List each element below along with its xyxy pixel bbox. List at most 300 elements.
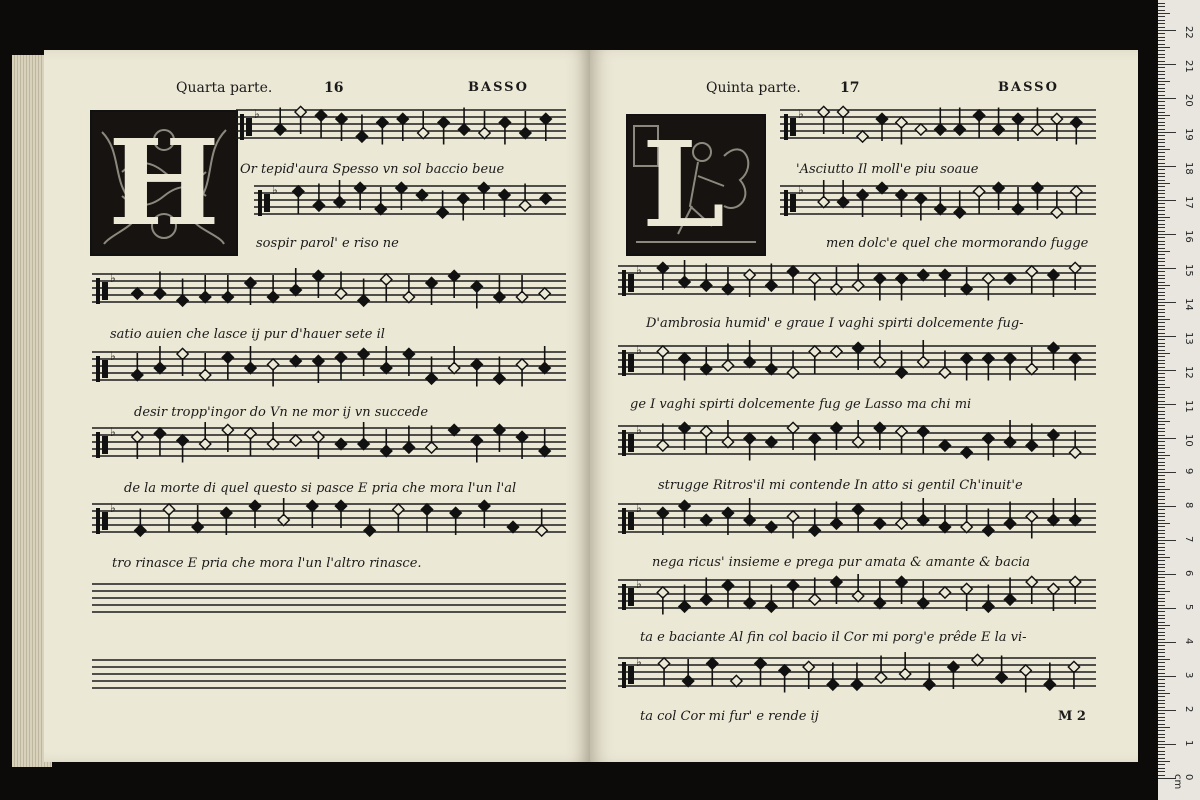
ruler-tick: [1158, 20, 1165, 21]
note-icon: [935, 108, 946, 136]
ruler-tick: [1158, 343, 1165, 344]
note-icon: [449, 424, 460, 435]
note-icon: [657, 262, 668, 290]
ruler-tick: [1158, 16, 1165, 17]
ruler-tick: [1158, 618, 1165, 619]
note-icon: [809, 509, 820, 537]
note-icon: [397, 113, 408, 141]
note-icon: [837, 106, 848, 134]
clef-icon: [784, 190, 796, 216]
note-icon: [939, 587, 950, 598]
ruler-tick: [1158, 44, 1165, 45]
clef-icon: [622, 350, 634, 376]
note-icon: [679, 422, 690, 450]
note-icon: [809, 578, 820, 606]
ruler-tick: [1158, 411, 1165, 412]
note-icon: [918, 269, 929, 280]
ruler-tick: [1158, 33, 1165, 34]
ruler-tick: [1158, 95, 1165, 96]
ruler-tick: [1158, 635, 1165, 636]
ruler-tick: [1158, 557, 1170, 558]
note-icon: [701, 347, 712, 375]
note-icon: [1012, 113, 1023, 141]
right-page-number: 17: [840, 80, 860, 96]
note-icon: [313, 184, 324, 212]
note-icon: [222, 275, 233, 303]
ruler-tick: [1158, 193, 1165, 194]
ruler-tick: [1158, 367, 1165, 368]
flat-sign-icon: ♭: [636, 577, 642, 591]
ruler-tick: [1158, 486, 1165, 487]
lyric-line-6: nega ricus' insieme e prega pur amata & amante & bacia: [652, 555, 1031, 570]
ruler-tick: [1158, 758, 1165, 759]
ruler-tick: [1158, 445, 1165, 446]
ruler-tick: [1158, 489, 1170, 490]
note-icon: [539, 288, 550, 299]
note-icon: [875, 656, 886, 684]
ruler-tick: [1158, 499, 1165, 500]
ruler-tick: [1158, 666, 1165, 667]
ruler-tick: [1158, 292, 1165, 293]
note-icon: [1069, 262, 1080, 290]
ruler-tick: [1158, 387, 1170, 388]
note-icon: [701, 264, 712, 292]
ruler-tick: [1158, 64, 1176, 65]
note-icon: [766, 521, 777, 532]
note-icon: [177, 279, 188, 307]
note-icon: [954, 191, 965, 219]
lyric-line-3: satio auien che lasce ij pur d'hauer sete il: [110, 327, 385, 342]
music-staff: [618, 420, 1096, 468]
note-icon: [851, 663, 862, 691]
ruler-tick: [1158, 622, 1165, 623]
ruler-tick: [1158, 455, 1170, 456]
ruler-tick: [1158, 435, 1165, 436]
ruler-tick: [1158, 244, 1165, 245]
ruler-tick: [1158, 210, 1165, 211]
note-icon: [948, 661, 959, 689]
ruler-tick: [1158, 10, 1165, 11]
music-staff: [780, 104, 1096, 152]
ruler-tick: [1158, 513, 1165, 514]
ruler-tick: [1158, 591, 1170, 592]
ruler-tick: [1158, 217, 1170, 218]
ruler-number: 2: [1183, 706, 1194, 713]
ruler-tick: [1158, 61, 1165, 62]
ruler-number: 3: [1183, 672, 1194, 679]
note-icon: [358, 348, 369, 376]
ruler-tick: [1158, 350, 1165, 351]
note-icon: [831, 576, 842, 604]
lyric-line-3: D'ambrosia humid' e graue I vaghi spirti dolcemente fug-: [646, 316, 1024, 331]
ruler-tick: [1158, 703, 1165, 704]
ruler-tick: [1158, 465, 1165, 466]
note-icon: [961, 583, 972, 611]
ruler-tick: [1158, 523, 1170, 524]
clef-icon: [622, 508, 634, 534]
note-icon: [192, 505, 203, 533]
ruler-tick: [1158, 771, 1165, 772]
note-icon: [766, 585, 777, 613]
note-icon: [520, 111, 531, 139]
left-voice-label: BASSO: [468, 80, 529, 95]
ruler-tick: [1158, 50, 1165, 51]
ruler-tick: [1158, 353, 1170, 354]
ruler-tick: [1158, 656, 1165, 657]
note-icon: [837, 180, 848, 208]
ruler-tick: [1158, 693, 1170, 694]
note-icon: [896, 351, 907, 379]
ruler-tick: [1158, 71, 1165, 72]
ruler-tick: [1158, 220, 1165, 221]
note-icon: [766, 347, 777, 375]
ruler-tick: [1158, 166, 1176, 167]
note-icon: [1044, 663, 1055, 691]
note-icon: [539, 346, 550, 374]
note-icon: [354, 182, 365, 210]
note-icon: [961, 267, 972, 295]
ruler-number: 0 cm: [1172, 774, 1194, 790]
music-staff: [92, 422, 566, 470]
ruler-tick: [1158, 377, 1165, 378]
note-icon: [701, 514, 712, 525]
ruler-tick: [1158, 285, 1170, 286]
ruler-tick: [1158, 669, 1165, 670]
note-icon: [852, 264, 863, 292]
note-icon: [874, 581, 885, 609]
note-icon: [1051, 113, 1062, 141]
note-icon: [267, 275, 278, 303]
ruler-tick: [1158, 234, 1176, 235]
ruler-tick: [1158, 645, 1165, 646]
ruler-tick: [1158, 98, 1176, 99]
ruler-tick: [1158, 227, 1165, 228]
note-icon: [450, 507, 461, 535]
note-icon: [335, 500, 346, 528]
note-icon: [722, 267, 733, 295]
ruler-tick: [1158, 214, 1165, 215]
flat-sign-icon: ♭: [798, 183, 804, 197]
note-icon: [939, 440, 950, 451]
flat-sign-icon: ♭: [636, 343, 642, 357]
music-staff: [92, 498, 566, 546]
note-icon: [334, 180, 345, 208]
ruler-tick: [1158, 496, 1165, 497]
ruler-tick: [1158, 662, 1165, 663]
note-icon: [437, 191, 448, 219]
ruler-tick: [1158, 88, 1165, 89]
clef-icon: [96, 432, 108, 458]
note-icon: [961, 505, 972, 533]
ruler-tick: [1158, 105, 1165, 106]
note-icon: [426, 426, 437, 454]
note-icon: [1032, 108, 1043, 136]
ruler-tick: [1158, 458, 1165, 459]
ruler-tick: [1158, 156, 1165, 157]
note-icon: [722, 420, 733, 448]
note-icon: [519, 184, 530, 212]
ruler-tick: [1158, 482, 1165, 483]
music-staff: [618, 498, 1096, 546]
ruler-tick: [1158, 329, 1165, 330]
ruler-tick: [1158, 186, 1165, 187]
ruler-tick: [1158, 84, 1165, 85]
note-icon: [245, 277, 256, 305]
ruler-tick: [1158, 581, 1165, 582]
note-icon: [200, 275, 211, 303]
ruler-tick: [1158, 608, 1176, 609]
note-icon: [479, 500, 490, 528]
ruler-tick: [1158, 588, 1165, 589]
clef-icon: [622, 662, 634, 688]
note-icon: [403, 348, 414, 376]
note-icon: [701, 578, 712, 606]
note-icon: [540, 193, 551, 204]
ruler-tick: [1158, 333, 1165, 334]
ruler-tick: [1158, 356, 1165, 357]
ruler-number: 14: [1183, 298, 1194, 311]
note-icon: [313, 270, 324, 298]
note-icon: [924, 663, 935, 691]
note-icon: [313, 355, 324, 383]
note-icon: [290, 355, 301, 366]
note-icon: [818, 180, 829, 208]
lyric-line-8: ta col Cor mi fur' e rende ij: [640, 709, 819, 724]
note-icon: [1032, 182, 1043, 210]
note-icon: [935, 187, 946, 215]
ruler-tick: [1158, 564, 1165, 565]
note-icon: [132, 431, 143, 459]
note-icon: [1048, 583, 1059, 611]
note-icon: [426, 277, 437, 305]
note-icon: [154, 346, 165, 374]
ruler-number: 22: [1183, 26, 1194, 39]
note-icon: [381, 346, 392, 374]
ruler-tick: [1158, 764, 1165, 765]
ruler-tick: [1158, 611, 1165, 612]
ruler-tick: [1158, 639, 1165, 640]
note-icon: [1069, 498, 1080, 526]
ruler-tick: [1158, 312, 1165, 313]
ruler-tick: [1158, 360, 1165, 361]
right-header-part: Quinta parte.: [706, 80, 801, 96]
ruler-tick: [1158, 251, 1170, 252]
ruler-tick: [1158, 724, 1165, 725]
note-icon: [275, 108, 286, 136]
flat-sign-icon: ♭: [798, 107, 804, 121]
ruler-tick: [1158, 676, 1176, 677]
ruler-tick: [1158, 404, 1176, 405]
ruler-tick: [1158, 615, 1165, 616]
ruler-number: 18: [1183, 162, 1194, 175]
ruler-tick: [1158, 720, 1165, 721]
note-icon: [1004, 502, 1015, 530]
ruler-tick: [1158, 734, 1165, 735]
note-icon: [516, 275, 527, 303]
note-icon: [744, 269, 755, 297]
note-icon: [683, 659, 694, 687]
ruler-tick: [1158, 710, 1176, 711]
ruler-tick: [1158, 370, 1176, 371]
ruler-tick: [1158, 163, 1165, 164]
ruler-tick: [1158, 598, 1165, 599]
ruler-tick: [1158, 601, 1165, 602]
note-icon: [132, 288, 143, 299]
ruler-tick: [1158, 30, 1176, 31]
note-icon: [874, 422, 885, 450]
note-icon: [1012, 187, 1023, 215]
note-icon: [416, 189, 427, 200]
note-icon: [135, 509, 146, 537]
note-icon: [222, 424, 233, 452]
clef-icon: [96, 508, 108, 534]
left-page: [44, 50, 590, 762]
ruler-tick: [1158, 754, 1165, 755]
ruler-tick: [1158, 421, 1170, 422]
ruler-tick: [1158, 336, 1176, 337]
music-staff: [618, 574, 1096, 622]
note-icon: [1004, 273, 1015, 284]
ruler-tick: [1158, 231, 1165, 232]
note-icon: [245, 346, 256, 374]
ruler-tick: [1158, 438, 1176, 439]
note-icon: [900, 652, 911, 680]
lyric-line-1: Or tepid'aura Spesso vn sol baccio beue: [240, 162, 505, 177]
ruler-tick: [1158, 384, 1165, 385]
note-icon: [787, 422, 798, 450]
note-icon: [803, 661, 814, 689]
note-icon: [939, 269, 950, 297]
note-icon: [852, 342, 863, 370]
ruler-tick: [1158, 533, 1165, 534]
note-icon: [1048, 269, 1059, 297]
ruler-tick: [1158, 554, 1165, 555]
note-icon: [972, 654, 983, 665]
note-icon: [1004, 578, 1015, 606]
ruler-tick: [1158, 428, 1165, 429]
ruler-tick: [1158, 516, 1165, 517]
lyric-line-4: desir tropp'ingor do Vn ne mor ij vn succede: [134, 405, 429, 420]
ruler-tick: [1158, 112, 1165, 113]
note-icon: [679, 260, 690, 288]
signature-mark: M 2: [1058, 709, 1086, 724]
note-icon: [961, 447, 972, 458]
flat-sign-icon: ♭: [636, 501, 642, 515]
initial-letter-h: H: [108, 113, 220, 252]
clef-icon: [622, 584, 634, 610]
clef-icon: [96, 278, 108, 304]
ruler-number: 21: [1183, 60, 1194, 73]
lyric-line-2: men dolc'e quel che mormorando fugge: [826, 236, 1089, 251]
ruler-tick: [1158, 275, 1165, 276]
ruler-tick: [1158, 203, 1165, 204]
ruler-tick: [1158, 74, 1165, 75]
ruler-tick: [1158, 67, 1165, 68]
note-icon: [499, 189, 510, 217]
ruler-tick: [1158, 180, 1165, 181]
ruler-number: 11: [1183, 400, 1194, 413]
ruler-tick: [1158, 302, 1176, 303]
ruler-tick: [1158, 503, 1165, 504]
ruler-tick: [1158, 414, 1165, 415]
note-icon: [1026, 347, 1037, 375]
ruler-tick: [1158, 197, 1165, 198]
ruler-tick: [1158, 322, 1165, 323]
note-icon: [993, 182, 1004, 210]
flat-sign-icon: ♭: [272, 183, 278, 197]
note-icon: [874, 340, 885, 368]
ruler-tick: [1158, 571, 1165, 572]
note-icon: [426, 357, 437, 385]
lyric-line-6: tro rinasce E pria che mora l'un l'altro rinasce.: [112, 556, 422, 571]
ruler-tick: [1158, 319, 1170, 320]
ruler-tick: [1158, 129, 1165, 130]
ruler-tick: [1158, 132, 1176, 133]
note-icon: [874, 518, 885, 529]
ruler-tick: [1158, 605, 1165, 606]
ruler-tick: [1158, 713, 1165, 714]
empty-music-staff: [92, 654, 566, 702]
ruler-tick: [1158, 271, 1165, 272]
lyric-line-7: ta e baciante Al fin col bacio il Cor mi porg'e prêde E la vi-: [640, 630, 1027, 645]
ruler-tick: [1158, 540, 1176, 541]
ruler-tick: [1158, 200, 1176, 201]
lyric-line-5: de la morte di quel questo si pasce E pria che mora l'un l'al: [124, 481, 517, 496]
ruler-tick: [1158, 173, 1165, 174]
note-icon: [221, 507, 232, 535]
note-icon: [154, 272, 165, 300]
note-icon: [831, 346, 842, 357]
ruler-tick: [1158, 628, 1165, 629]
ruler-tick: [1158, 176, 1165, 177]
ruler-tick: [1158, 594, 1165, 595]
right-voice-label: BASSO: [998, 80, 1059, 95]
note-icon: [335, 438, 346, 449]
note-icon: [335, 272, 346, 300]
ruler-tick: [1158, 390, 1165, 391]
music-staff: [254, 180, 566, 228]
note-icon: [449, 346, 460, 374]
flat-sign-icon: ♭: [636, 423, 642, 437]
ruler-tick: [1158, 118, 1165, 119]
note-icon: [358, 279, 369, 307]
note-icon: [313, 431, 324, 459]
ruler-tick: [1158, 183, 1170, 184]
ruler-tick: [1158, 652, 1165, 653]
lyric-line-5: strugge Ritros'il mi contende In atto si gentil Ch'inuit'e: [658, 478, 1023, 493]
note-icon: [290, 435, 301, 446]
ruler-tick: [1158, 642, 1176, 643]
ruler-tick: [1158, 248, 1165, 249]
note-icon: [857, 189, 868, 217]
ruler-tick: [1158, 149, 1170, 150]
ruler-tick: [1158, 40, 1165, 41]
ruler-tick: [1158, 142, 1165, 143]
note-icon: [831, 267, 842, 295]
ruler-tick: [1158, 282, 1165, 283]
ruler-tick: [1158, 574, 1176, 575]
ruler-tick: [1158, 37, 1165, 38]
note-icon: [993, 108, 1004, 136]
ruler-tick: [1158, 407, 1165, 408]
music-staff: [618, 340, 1096, 388]
ruler-tick: [1158, 700, 1165, 701]
ruler-tick: [1158, 6, 1165, 7]
note-icon: [996, 656, 1007, 684]
ruler-tick: [1158, 683, 1165, 684]
ruler-tick: [1158, 305, 1165, 306]
note-icon: [1004, 420, 1015, 448]
